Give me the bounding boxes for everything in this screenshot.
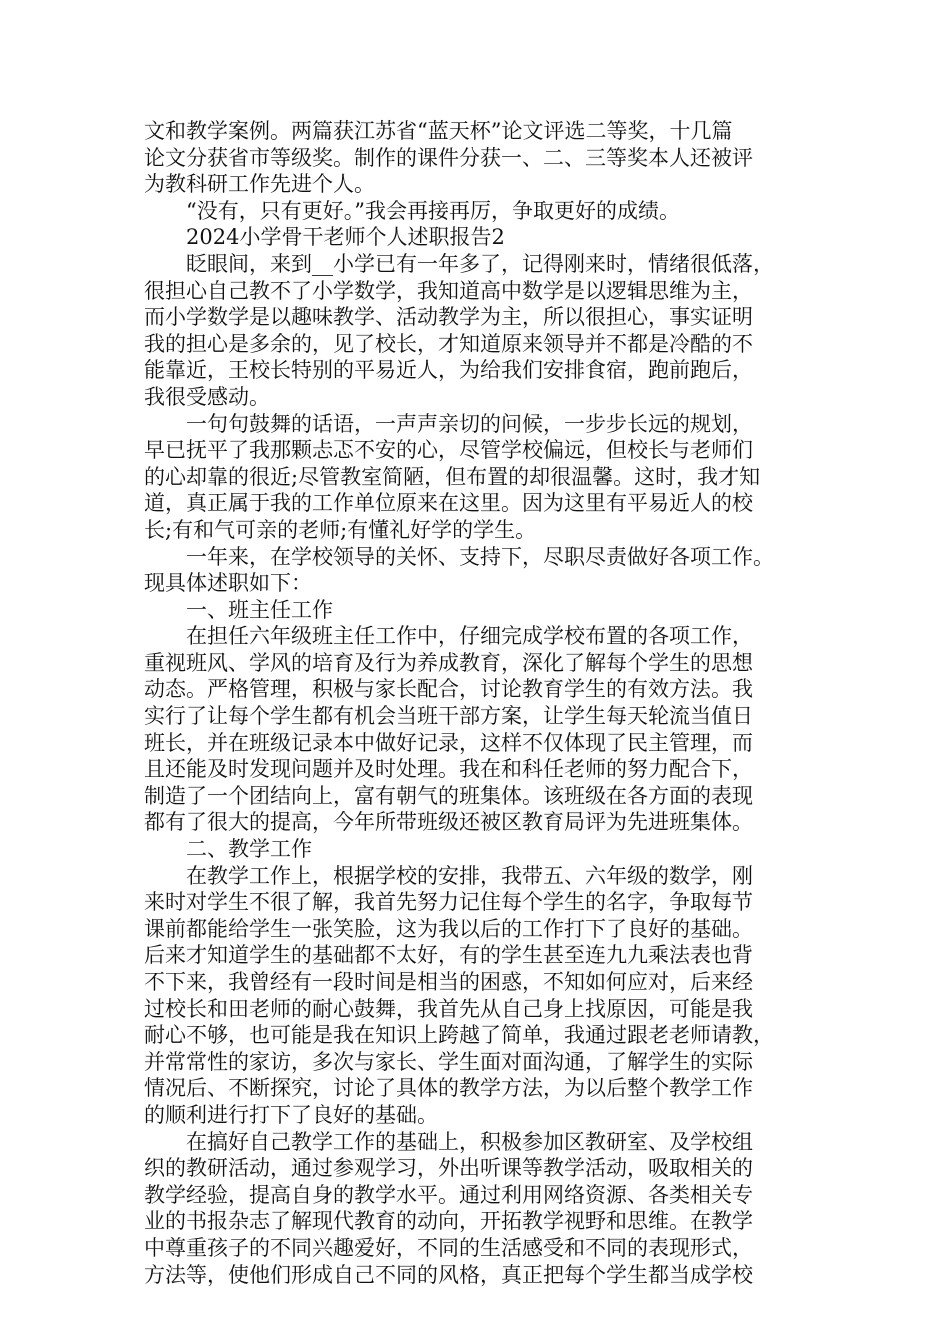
paragraph xyxy=(144,198,830,225)
text-line: 课前都能给学生一张笑脸，这为我以后的工作打下了良好的基础。 xyxy=(144,916,753,941)
text-line: 能靠近，王校长特别的平易近人，为给我们安排食宿，跑前跑后， xyxy=(144,358,753,383)
text-line: 二、教学工作 xyxy=(186,837,312,862)
paragraph xyxy=(144,224,830,251)
document-body xyxy=(144,118,830,1288)
text-line: 业的书报杂志了解现代教育的动向，开拓教学视野和思维。在教学 xyxy=(144,1209,753,1234)
text-line: 现具体述职如下： xyxy=(144,571,312,596)
text-line: 制造了一个团结向上，富有朝气的班集体。该班级在各方面的表现 xyxy=(144,783,753,808)
text-line: 一、班主任工作 xyxy=(186,597,333,622)
text-line: 在担任六年级班主任工作中，仔细完成学校布置的各项工作， xyxy=(186,624,753,649)
paragraph xyxy=(144,863,830,1129)
text-line: 早已抚平了我那颗忐忑不安的心，尽管学校偏远，但校长与老师们 xyxy=(144,438,753,463)
text-line: 耐心不够，也可能是我在知识上跨越了简单，我通过跟老老师请教， xyxy=(144,1023,774,1048)
text-line: 为教科研工作先进个人。 xyxy=(144,172,375,197)
text-line: 的顺利进行打下了良好的基础。 xyxy=(144,1102,438,1127)
text-line: 而小学数学是以趣味教学、活动教学为主，所以很担心，事实证明 xyxy=(144,305,753,330)
text-line: 我的担心是多余的，见了校长，才知道原来领导并不都是冷酷的不 xyxy=(144,331,753,356)
paragraph xyxy=(144,118,830,198)
text-line: 道，真正属于我的工作单位原来在这里。因为这里有平易近人的校 xyxy=(144,491,753,516)
text-line: “没有，只有更好。”我会再接再厉，争取更好的成绩。 xyxy=(186,198,680,223)
text-line: 中尊重孩子的不同兴趣爱好，不同的生活感受和不同的表现形式， xyxy=(144,1235,753,1260)
paragraph xyxy=(144,836,830,863)
text-line: 在教学工作上，根据学校的安排，我带五、六年级的数学，刚 xyxy=(186,863,753,888)
text-line: 后来才知道学生的基础都不太好，有的学生甚至连九九乘法表也背 xyxy=(144,943,753,968)
text-line: 班长，并在班级记录本中做好记录，这样不仅体现了民主管理，而 xyxy=(144,730,753,755)
text-line: 来时对学生不很了解，我首先努力记住每个学生的名字，争取每节 xyxy=(144,890,753,915)
text-line: 重视班风、学风的培育及行为养成教育，深化了解每个学生的思想 xyxy=(144,650,753,675)
text-line: 动态。严格管理，积极与家长配合，讨论教育学生的有效方法。我 xyxy=(144,677,753,702)
text-line: 在搞好自己教学工作的基础上，积极参加区教研室、及学校组 xyxy=(186,1129,753,1154)
text-line: 织的教研活动，通过参观学习，外出听课等教学活动，吸取相关的 xyxy=(144,1156,753,1181)
text-line: 情况后、不断探究，讨论了具体的教学方法，为以后整个教学工作 xyxy=(144,1076,753,1101)
paragraph xyxy=(144,597,830,624)
text-line: 并常常性的家访，多次与家长、学生面对面沟通，了解学生的实际 xyxy=(144,1049,753,1074)
text-line: 我很受感动。 xyxy=(144,384,270,409)
text-line: 论文分获省市等级奖。制作的课件分获一、二、三等奖本人还被评 xyxy=(144,145,753,170)
text-line: 很担心自己教不了小学数学，我知道高中数学是以逻辑思维为主， xyxy=(144,278,753,303)
text-line: 文和教学案例。两篇获江苏省“蓝天杯”论文评选二等奖，十几篇 xyxy=(144,119,733,143)
paragraph xyxy=(144,251,830,411)
text-line: 一年来，在学校领导的关怀、支持下，尽职尽责做好各项工作。 xyxy=(186,544,774,569)
paragraph xyxy=(144,623,830,836)
paragraph xyxy=(144,411,830,544)
paragraph xyxy=(144,544,830,597)
text-line: 2024小学骨干老师个人述职报告2 xyxy=(186,225,505,250)
text-line: 的心却靠的很近;尽管教室简陋，但布置的却很温馨。这时，我才知 xyxy=(144,464,761,489)
text-line: 方法等，使他们形成自己不同的风格，真正把每个学生都当成学校 xyxy=(144,1262,753,1287)
text-line: 一句句鼓舞的话语，一声声亲切的问候，一步步长远的规划， xyxy=(186,411,753,436)
text-line: 长;有和气可亲的老师;有懂礼好学的学生。 xyxy=(144,517,537,542)
text-line: 都有了很大的提高，今年所带班级还被区教育局评为先进班集体。 xyxy=(144,810,753,835)
text-line: 眨眼间，来到__小学已有一年多了，记得刚来时，情绪很低落， xyxy=(186,251,774,276)
text-line: 不下来，我曾经有一段时间是相当的困惑，不知如何应对，后来经 xyxy=(144,970,753,994)
text-line: 过校长和田老师的耐心鼓舞，我首先从自己身上找原因，可能是我 xyxy=(144,996,753,1021)
paragraph xyxy=(144,1129,830,1289)
text-line: 教学经验，提高自身的教学水平。通过利用网络资源、各类相关专 xyxy=(144,1182,753,1207)
text-line: 实行了让每个学生都有机会当班干部方案，让学生每天轮流当值日 xyxy=(144,704,753,729)
text-line: 且还能及时发现问题并及时处理。我在和科任老师的努力配合下， xyxy=(144,757,753,782)
